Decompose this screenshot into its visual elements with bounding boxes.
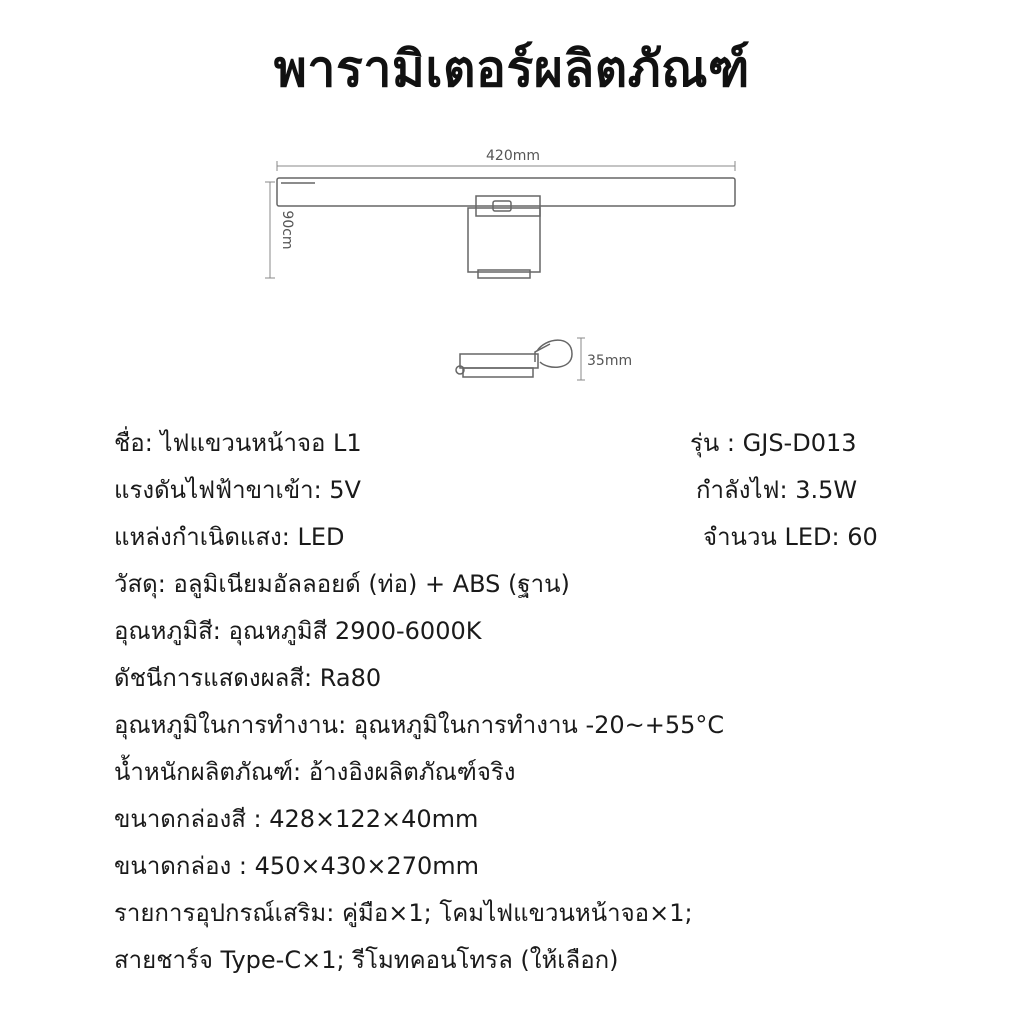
height-label: 90cm (279, 210, 295, 250)
spec-color-box-size: ขนาดกล่องสี : 428×122×40mm (114, 805, 479, 833)
spec-light-source: แหล่งกำเนิดแสง: LED (114, 523, 345, 551)
spec-power: กำลังไฟ: 3.5W (696, 476, 858, 504)
spec-input-voltage: แรงดันไฟฟ้าขาเข้า: 5V (114, 476, 361, 504)
depth-dimension (577, 338, 585, 380)
width-label: 420mm (486, 148, 540, 164)
product-dimension-diagram (0, 0, 1024, 400)
spec-color-rendering-index: ดัชนีการแสดงผลสี: Ra80 (114, 664, 382, 692)
spec-accessories-line-1: รายการอุปกรณ์เสริม: คู่มือ×1; โคมไฟแขวนหน้าจอ×1; (114, 899, 693, 927)
spec-led-count: จำนวน LED: 60 (703, 523, 878, 551)
spec-name: ชื่อ: ไฟแขวนหน้าจอ L1 (114, 429, 362, 457)
spec-box-size: ขนาดกล่อง : 450×430×270mm (114, 852, 479, 880)
spec-material: วัสดุ: อลูมิเนียมอัลลอยด์ (ท่อ) + ABS (ฐาน) (114, 570, 570, 598)
spec-weight: น้ำหนักผลิตภัณฑ์: อ้างอิงผลิตภัณฑ์จริง (114, 758, 516, 786)
lamp-bar-front (277, 178, 735, 278)
spec-operating-temperature: อุณหภูมิในการทำงาน: อุณหภูมิในการทำงาน -20~+55°C (114, 711, 725, 739)
spec-color-temperature: อุณหภูมิสี: อุณหภูมิสี 2900-6000K (114, 617, 482, 645)
spec-accessories-line-2: สายชาร์จ Type-C×1; รีโมทคอนโทรล (ให้เลือก) (114, 946, 619, 974)
spec-model: รุ่น : GJS-D013 (690, 429, 857, 457)
lamp-side-view (456, 340, 572, 377)
height-dimension (265, 182, 275, 278)
page-title: พารามิเตอร์ผลิตภัณฑ์ (273, 40, 751, 98)
depth-label: 35mm (587, 353, 633, 369)
